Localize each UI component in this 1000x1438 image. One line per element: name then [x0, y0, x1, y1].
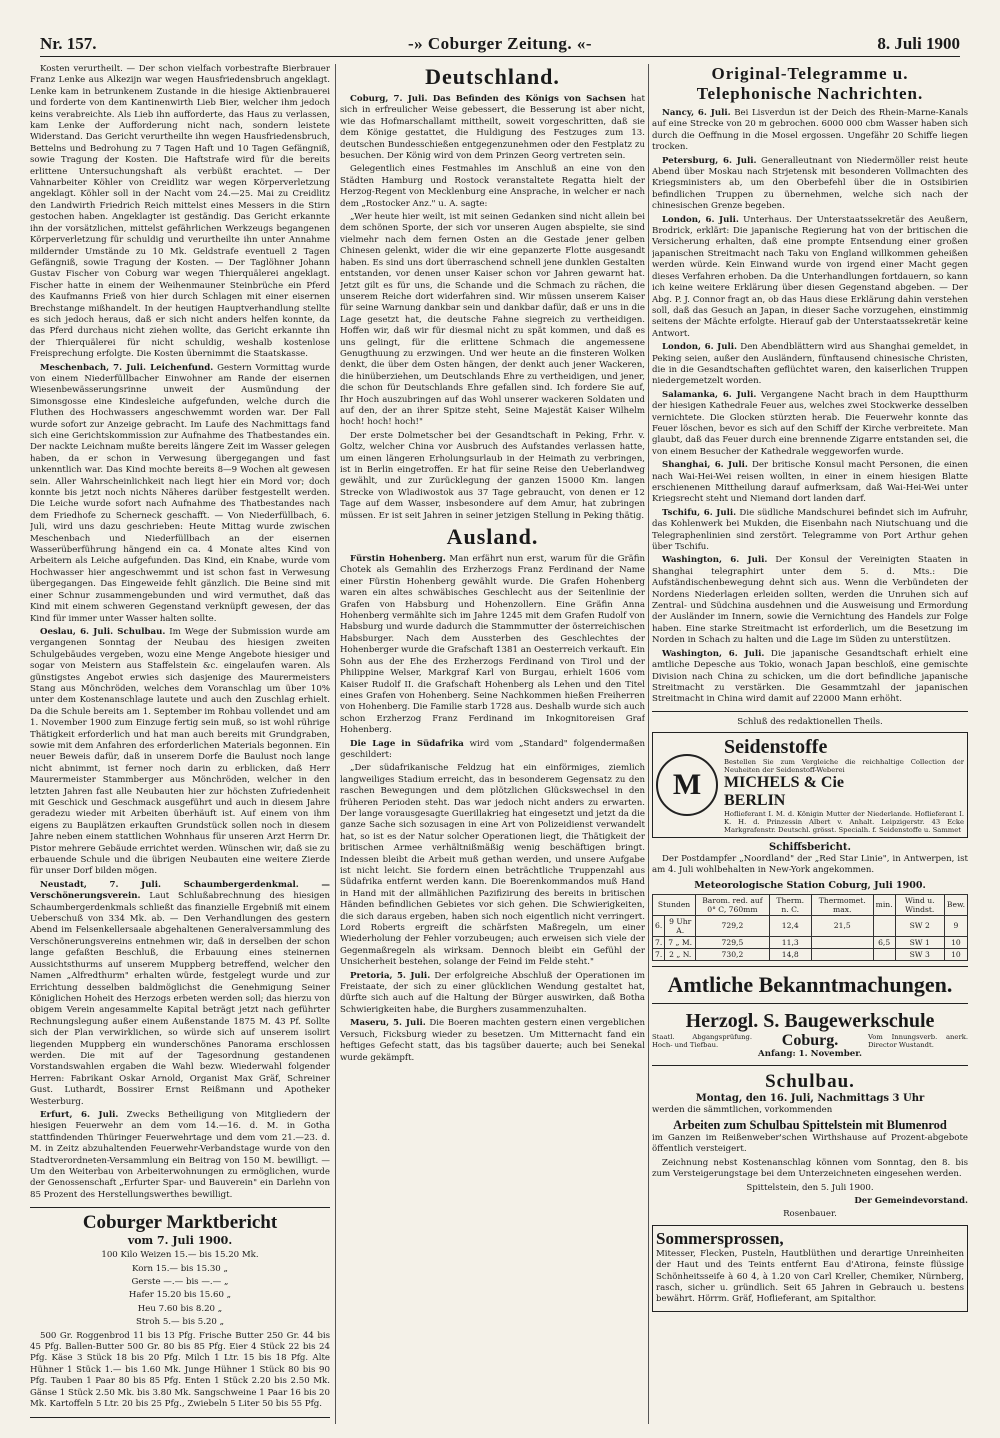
- telegram-heading: Washington, 6. Juli.: [662, 648, 765, 659]
- telegram-heading: London, 6. Juli.: [662, 214, 739, 225]
- market-row: Gerste —.— bis —.— „: [131, 1277, 229, 1288]
- telegram: [652, 108, 968, 154]
- article-heading: Pretoria, 5. Juli.: [350, 970, 431, 981]
- article-text: wird vom „Standard" folgendermaßen geschildert:: [340, 738, 645, 760]
- article-text: Man erfährt nun erst, warum für die Gräfin Chotek als Gemahlin des Erzherzogs Franz Ferdinand der Name einer Fürstin Hohenberg gewählt wurde. Die Grafen Hohenberg waren ein altes schwäbisches Geschlecht aus der Seitenlinie der Grafen von Habsburg und Hohenzollern. Eine Gräfin Anna Hohenberg vermählte sich im Jahre 1245 mit dem Grafen Rudolf von Habsburg und wurde dadurch die Stammmutter der österreichischen Habsburger. Nach dem Aussterben des Geschlechtes der Hohenberger wurde die Grafschaft 1381 an Oesterreich verkauft. Ein Sohn aus der Ehe des Erzherzogs Ferdinand von Tirol und der Philippine Welser, Markgraf Karl von Burgau, erhielt 1606 vom Kaiser Rudolf II. die Grafschaft Hohenberg als Lehen und den Titel eines Grafen von Hohenberg. Seine Nachkommen hießen Freiherren von Hohenberg. Die Familie starb 1728 aus. Deshalb wurde sich auch schon Erzherzog Franz Ferdinand im Inkognitoreisen Graf Hohenberg.: [340, 554, 645, 736]
- cell: SW 1: [895, 936, 944, 948]
- ad-body: [724, 736, 964, 834]
- issue-date: 8. Juli 1900: [877, 34, 960, 53]
- article-heading: Meschenbach, 7. Juli. Leichenfund.: [40, 362, 214, 373]
- telegram-text: Den Abendblättern wird aus Shanghai gemeldet, in Peking seien, außer den Ausländern, fünftausend chinesische Christen, die in die Gesandtschaften geflüchtet waren, den kaiserlichen Truppen niedergemetzelt worden.: [652, 342, 968, 387]
- telegram-text: Der Konsul der Vereinigten Staaten in Shanghai telegraphirt unter dem 5. d. Mts.: Die Aufständischenbewegung dehnt sich aus. Wenn die Verbündeten der Nordens Niederlagen erleiden sollten, werden die Unruhen sich auf Zentral- und Südchina ausdehnen und die Ausweisung und Ermordung der Ausländer im Innern, sowie die Vernichtung des Handels zur Folge haben. Eine starke Streitmacht ist erforderlich, um die Besetzung im Norden in Schach zu halten und die Lage im Süden zu unterstützen.: [652, 555, 968, 646]
- header-cell: Bew.: [944, 894, 967, 915]
- cell: 14,8: [769, 948, 811, 960]
- telegram: [652, 156, 968, 213]
- article-text: Gelegentlich eines Festmahles im Anschluß an eine von den Städten Hamburg und Rostock veranstaltete Regatta hielt der Herzog-Regent von Mecklenburg eine Ansprache, in welcher er nach dem „Rostocker Anz." u. A. sagte:: [340, 164, 645, 209]
- cell: [873, 915, 895, 936]
- telegram-text: Die japanische Gesandtschaft erhielt eine amtliche Depesche aus Tokio, wonach Japan beschloß, eine gemischte Division nach China zu schicken, um die dort befindliche japanische Streitmacht zu verstärken. Die Gesammtzahl der japanischen Streitmacht in China wird damit auf 22000 Mann erhöht.: [652, 648, 968, 705]
- article-heading: Erfurt, 6. Juli.: [40, 1109, 119, 1120]
- table-row: [653, 936, 968, 948]
- article-text: Der erfolgreiche Abschluß der Operationen im Freistaate, der sich zu einer glücklichen Wendung gestaltet hat, dürfte sich auch auf die Haltung der Bürger auswirken, daß Botha Schwierigkeiten habe, die Burghers zusammenzuhalten.: [340, 970, 645, 1015]
- article: [340, 971, 645, 1017]
- telegram: [652, 460, 968, 506]
- cell: 10: [944, 936, 967, 948]
- header-cell: Barom. red. auf 0° C, 760mm: [696, 894, 770, 915]
- ad-row: [652, 1033, 968, 1049]
- cell: 729,5: [696, 936, 770, 948]
- ad-title: Sommersprossen,: [656, 1228, 784, 1248]
- cell: 6,5: [873, 936, 895, 948]
- table-row: [653, 948, 968, 960]
- article-text: „Wer heute hier weilt, ist mit seinen Gedanken sind nicht allein bei dem schönen Sporte, der sich vor unseren Augen abspielte, sie sind vielmehr nach dem fernen Osten an die Gestade jener gelben Chinesen gelenkt, wider die wir eine gepanzerte Flotte ausgesandt haben. Es sind uns dort überraschend schnell jene dunklen Gestalten entstanden, vor denen unser Kaiser schon vor Jahren gewarnt hat. Jetzt gilt es für uns, die Schande und die Schmach zu rächen, die unserem Reiche dort widerfahren sind. Wir müssen unserem Kaiser für seine Warnung dankbar sein und dankbar dafür, daß er uns in die Lage gesetzt hat, die deutsche Fahne siegreich zu vertheidigen. Hoffen wir, daß wir für diesmal nicht zu spät kommen, und daß es uns gelingt, für die erlittene Schmach die angemessene Genugthuung zu erzwingen. Und wer heute an die finsteren Wolken denkt, die über dem Osten hängen, der denkt auch jener Wackeren, die hinüberziehen, um Deutschlands Ehre zu vertheidigen, und jener, die schon für Deutschlands Ehre gefallen sind. Ich fordere Sie auf, Ihr Hoch auszubringen auf das Wohl unserer wackeren Soldaten und auf den, der an ihrer Spitze steht, Seine Majestät Kaiser Wilhelm hoch! hoch! hoch!": [340, 212, 645, 428]
- ad-seidenstoffe: [652, 732, 968, 838]
- ad-brand: MICHELS & Cie: [724, 774, 844, 792]
- cell: 12,4: [769, 915, 811, 936]
- column-rule: [648, 64, 649, 1424]
- ad-lines: Hoflieferant I. M. d. Königin Mutter der Niederlande. Hoflieferant I. K. H. d. Prinzessin Albert v. Anhalt. Leipzigerstr. 43 Ecke Markgrafenstr. Deutschl. grösst. Specialh. f. Seidenstoffe u. Sammet: [724, 810, 964, 835]
- telegram: [652, 555, 968, 646]
- divider: [652, 1003, 968, 1004]
- ad-note: Bestellen Sie zum Vergleiche die reichhaltige Collection der Neuheiten der Seidenstoff-Weberei: [724, 758, 964, 775]
- ad-title: Seidenstoffe: [724, 736, 828, 759]
- article-heading: Oeslau, 6. Juli. Schulbau.: [40, 626, 166, 637]
- telegram-heading: Shanghai, 6. Juli.: [662, 460, 748, 471]
- cell: 21,5: [811, 915, 873, 936]
- article-text: Gestern Vormittag wurde von einem Niederfüllbacher Einwohner am Rande der eisernen Wiesenbewässerungsrinne unweit der Ausmündung der Simonsgosse eine Kindesleiche aufgefunden, welche durch die Fluthen des Hochwassers angeschwemmt worden war. Der Fall wurde sofort zur Anzeige gebracht. Im Laufe des Nachmittags fand sich eine Gerichtskommission zur Aufnahme des Thatbestandes ein. Der nackte Leichnam mußte bereits längere Zeit im Wasser gelegen haben, da er schon in Verwesung übergegangen und fast unkenntlich war. Das Kind mochte bereits 8—9 Wochen alt gewesen sein. Aller Wahrscheinlichkeit nach liegt hier ein Mord vor; doch konnte bis jetzt noch nichts Näheres darüber festgestellt werden. Die Leiche wurde sofort nach Aufnahme des Thatbestandes nach dem Friedhofe zu Scherneck geschafft. — Von Niederfüllbach, 6. Juli, wird uns dazu geschrieben: Heute Mittag wurde zwischen Meschenbach und Niederfüllbach an der eisernen Wasserüberführung hängend ein ca. 4 Monate altes Kind von Arbeitern als Leiche aufgefunden. Das Kind, ein Knabe, wurde vom Hochwasser hier angeschwemmt und ist schon fast in Verwesung übergegangen. Das Eingeweide fehlt gänzlich. Die Beine sind mit einer Schnur zusammengebunden und wird vermuthet, daß das Kind mit einem schweren Gegenstand verknüpft gewesen, der das Kind für immer unter Wasser halten sollte.: [30, 362, 330, 624]
- cell: 7.: [653, 948, 665, 960]
- ad-start: Anfang: 1. November.: [758, 1048, 862, 1059]
- section-heading: Ausland.: [446, 524, 539, 550]
- article: [30, 627, 330, 878]
- article-heading: Fürstin Hohenberg.: [350, 554, 446, 565]
- cell: [873, 948, 895, 960]
- market-row: Stroh 5.— bis 5.20 „: [135, 1317, 225, 1328]
- market-row: Hafer 15.20 bis 15.60 „: [128, 1290, 232, 1301]
- cell: 730,2: [696, 948, 770, 960]
- table-header: [653, 894, 968, 915]
- ad-baugewerkschule: [652, 1009, 968, 1060]
- article-text: hat sich in erfreulicher Weise gebessert, die Besserung ist aber nicht, wie das Hofmarschallamt mittheilt, soweit vorgeschritten, daß sie dem Könige gestattet, die Huldigung des Festzuges zum 13. deutschen Bundesschießen entgegenzunehmen oder den Festplatz zu besuchen. Der König wird von dem Prinzen Georg vertreten sein.: [340, 94, 645, 162]
- cell: [811, 948, 873, 960]
- telegram-heading: London, 6. Juli.: [662, 342, 737, 353]
- telegram: [652, 390, 968, 458]
- article-text: Der erste Dolmetscher bei der Gesandtschaft in Peking, Frhr. v. Goltz, welcher China vor Ausbruch des Aufstandes verlassen hatte, um einen längeren Erholungsurlaub in der Heimath zu verbringen, ist in Berlin eingetroffen. Er hat für seine Reise den Ueberlandweg gewählt, und zur Zurücklegung der ganzen 15000 Km. langen Strecke von Wladiwostok aus 37 Tage gebraucht, von denen er 12 Tage auf dem Wasser, insbesondere auf dem Amur, hat zubringen müssen. Er ist seit Jahren in seiner jetzigen Stellung in Peking thätig.: [340, 430, 645, 521]
- telegram: [652, 342, 968, 388]
- ad-left: Staatl. Abgangsprüfung. Hoch- und Tiefbau.: [652, 1032, 752, 1049]
- article-heading: Die Lage in Südafrika: [350, 738, 464, 749]
- cell: 9: [944, 915, 967, 936]
- ad-signature: Spittelstein, den 5. Juli 1900.: [746, 1182, 874, 1193]
- divider: [652, 711, 968, 712]
- ad-date: Montag, den 16. Juli, Nachmittags 3 Uhr: [695, 1093, 925, 1105]
- article-heading: Neustadt, 7. Juli. Schaumbergerdenkmal. — Verschönerungsverein.: [30, 879, 330, 902]
- end-note: Schluß des redaktionellen Theils.: [737, 716, 883, 727]
- telegram-text: Vergangene Nacht brach in dem Hauptthurm der hiesigen Kathedrale Feuer aus, welches zwei Stockwerke desselben vernichtete. Die Glocken stürzten herab. Die Feuerwehr konnte das Feuer löschen, bevor es sich auf den Schiff der Kirche verbreitete. Man glaubt, daß das Feuer durch eine brennende Zigarre entstanden sei, die von einem Besucher der Kathedrale weggeworfen wurde.: [652, 389, 968, 457]
- article: [340, 554, 645, 737]
- ad-title: Schulbau.: [765, 1071, 855, 1093]
- article: [30, 363, 330, 625]
- met-title: Meteorologische Station Coburg, Juli 1900.: [694, 880, 926, 892]
- official-notices-heading: Amtliche Bekanntmachungen.: [667, 971, 953, 997]
- telegram-text: Generalleutnant von Niedermöller reist heute Abend über Moskau nach Strjetensk mit besonderen Vollmachten des Kriegsministers ab, um den Oberbefehl über die in Ostsibirien befindlichen Truppen zu übernehmen, welche sich nach der chinesischen Grenze begeben.: [652, 155, 968, 212]
- divider: [652, 1065, 968, 1066]
- masthead: [40, 34, 960, 57]
- article-text: Kosten verurtheilt. — Der schon vielfach vorbestrafte Bierbrauer Franz Lenke aus Alkezijn war wegen Hausfriedensbruch angeklagt. Lenke kam in betrunkenem Zustande in die hiesige Aktienbrauerei und forderte von dem Kantinenwirth Lieb Bier, welcher ihm jedoch keins verabreichte. Als Lieb ihn aufforderte, das Haus zu verlassen, kam Lenke der Aufforderung nicht nach, sondern leistete Widerstand. Das Gericht verurtheilte ihn wegen Hausfriedensbruch, Bettelns und Bedrohung zu 7 Tagen Haft und 10 Tagen Gefängniß, sowie Tragung der Kosten. Die Haftstrafe wird für die bereits erlittene Untersuchungshaft als verbüßt erachtet. — Der Vahnarbeiter Köhler von Creidlitz war wegen Körperverletzung angeklagt. Köhler soll in der Nacht vom 24.—25. Mai zu Creidlitz den Landwirth Friedrich Reich mittelst eines Messers in die Stirn gestochen haben. Angeklagter ist geständig. Das Gericht erkannte ihn der vorsätzlichen, mittelst gefährlichen Werkzeugs begangenen Körperverletzung für schuldig und verurtheilte ihn unter Annahme mildernder Umstände zu 10 Mk. Geldstrafe eventuell 2 Tagen Gefängniß, sowie Tragung der Kosten. — Der Taglöhner Johann Gustav Fischer von Coburg war wegen Thierquälerei angeklagt. Fischer hatte in einem der Weihenmauner Steinbrüche ein Pferd des Kaufmanns Frieß von hier durch Schlagen mit einer eisernen Brechstange mißhandelt. In der heutigen Hauptverhandlung stellte es sich jedoch heraus, daß er sich nicht anders helfen konnte, da das Pferd durchaus nicht ziehen wollte, das Gericht erkannte ihn der Thierquälerei für nicht schuldig, weshalb kostenlose Freisprechung erfolgte. Die Kosten übernimmt die Staatskasse.: [30, 64, 330, 360]
- newspaper-title: -» Coburger Zeitung. «-: [407, 34, 592, 53]
- article: [340, 94, 645, 162]
- ad-text: Mitesser, Flecken, Pusteln, Hautblüthen und derartige Unreinheiten der Haut und des Teints entfernt Eau d'Atirona, feinste flüssige Schönheitsseife à 60 4, à 1.20 von Carl Kreller, Chemiker, Nürnberg, rasch, sicher u. gründlich. Seit 65 Jahren in Gebrauch u. bestens bewährt. Hörrm. Gräf, Hoflieferant, am Spitalthor.: [656, 1248, 964, 1305]
- telegram-text: Die südliche Mandschurei befindet sich im Aufruhr, das Kohlenwerk bei Mukden, die Eisenbahn nach Niutschuang und die Telegraphenlinien sind zerstört. Telegramme von Port Arthur gehen über Tschifu.: [652, 507, 968, 553]
- article-heading: Maseru, 5. Juli.: [350, 1018, 426, 1029]
- market-title: Coburger Marktbericht: [82, 1212, 278, 1234]
- article-heading: Coburg, 7. Juli. Das Befinden des Königs von Sachsen: [350, 94, 626, 104]
- weather-table: [652, 894, 968, 961]
- header-cell: Therm. n. C.: [769, 894, 811, 915]
- article-text: Im Wege der Submission wurde am vergangenen Sonntag der Neubau des hiesigen zweiten Schulgebäudes vergeben, wozu eine Menge Angebote hiesiger und sogar von Meistern aus Staffelstein &c. eingelaufen waren. Als günstigstes Angebot erwies sich dasjenige des Maurermeisters Stang aus Mönchröden, welches dem Voranschlag um über 10% unter dem Kostenanschlage lautete und auch den Zuschlag erhielt. Da die Schule bereits am 1. September im Rohbau vollendet und am 1. November 1900 zum Einzuge fertig sein muß, so ist wohl rührige Thätigkeit erforderlich und hat man auch bereits mit Grundgraben, sowie mit dem Anfahren des erforderlichen Materials begonnen. Ein neuer Beweis dafür, daß in unserem Dorfe die Baulust noch lange nicht abnimmt, ist ferner noch darin zu erblicken, daß Herr Maurermeister Stammberger aus Mönchröden, welcher in den letzten Jahren fast alle Neubauten hier zur höchsten Zufriedenheit mit Geschick und Geschmack ausgeführt und auch in diesem Jahre geradezu wieder mit Arbeiten überhäuft ist. Auf einem von ihm eigens zu Bauplätzen erkauften Grundstück sollen noch in diesem Jahre neben einem stattlichen Wohnhaus für unseren Arzt Herrn Dr. Pistor mehrere Gebäude errichtet werden. Wünschen wir, daß sie zu erbauende Schule und die übrigen Neubauten eine weitere Zierde für unser Dorf bilden mögen.: [30, 626, 330, 877]
- section-heading: Deutschland.: [425, 64, 560, 89]
- column-2: [340, 64, 645, 1424]
- ad-city: Coburg.: [781, 1032, 839, 1050]
- ad-right: Vom Innungsverb. anerk. Director Wustandt.: [867, 1032, 968, 1049]
- article-text: Laut Schlußabrechnung des hiesigen Schaumbergerdenkmals schließt das finanzielle Ergebniß mit einem Ueberschuß von 334 Mk. ab. — Den Verhandlungen des gestern Abend im Felsenkellersaale abgehaltenen Generalversammlung des Verschönerungsvereins entnehmen wir, daß in derselben der schon lange gefaßten Beschluß, die Erbauung eines steinernen Aussichtsthurms auf unserem Muppberg betreffend, welcher den Namen „Alfredthurm" erhalten würde, festgelegt wurde und zur Errichtung desselben baldmöglichst die Genehmigung Seiner Königlichen Hoheit des Herzogs erbeten werden soll; das hierzu von obigem Verein angesammelte Kapital beträgt jetzt nach geführter Rechnungslegung außer einem Außenstande 1875 M. 43 Pf. Sollte sich der Plan verwirklichen, so würde sich auf unserem isolirt liegenden Muppberg ein wunderschönes Panorama erschlossen werden. Die mit auf der Tagesordnung gestandenen Vorstandswahlen ergaben die Wahl bezw. Wiederwahl folgender Herren: Fabrikant Oskar Arnold, Organist Max Gräf, Schreiner Gust. Luthardt, Bossirer Ernst Reißmann und Apotheker Westerburg.: [30, 891, 330, 1107]
- emblem-logo: M: [656, 754, 718, 816]
- cell: 6.: [653, 915, 665, 936]
- ad-signature: Rosenbauer.: [783, 1209, 837, 1220]
- ad-big-line: Arbeiten zum Schulbau Spittelstein mit Blumenrod: [673, 1117, 947, 1132]
- section-heading: Original-Telegramme u. Telephonische Nachrichten.: [696, 64, 924, 103]
- article: [340, 739, 645, 762]
- cell: 11,3: [769, 936, 811, 948]
- ad-title: Herzogl. S. Baugewerkschule: [685, 1009, 935, 1032]
- ad-city: BERLIN: [724, 792, 786, 810]
- cell: [811, 936, 873, 948]
- ad-schulbau: [652, 1071, 968, 1221]
- market-report: [30, 1207, 330, 1417]
- cell: SW 3: [895, 948, 944, 960]
- telegram-text: Unterhaus. Der Unterstaatssekretär des Aeußern, Brodrick, erklärt: Die japanische Regierung hat von der britischen die Versicherung erhalten, daß eine prompte Entsendung einer großen japanischen Streitmacht nach Taku von England willkommen geheißen werden würde. Kein Einwand wurde von irgend einer Macht gegen dieses Verfahren erhoben. Da die Unterhandlungen fortdauern, so kann ich keine weitere Erklärung über diesen Gegenstand abgeben. — Der Abg. P. J. Connor fragt an, ob das Haus diese Erklärung dahin verstehen soll, daß das Gesuch an Japan, in dieser Sache vorzugehen, einstimmig seitens der Mächte erfolgte. Hierauf gab der Unterstaatssekretär keine Antwort.: [652, 214, 968, 339]
- cell: 729,2: [696, 915, 770, 936]
- ad-text: Zeichnung nebst Kostenanschlag können vom Sonntag, den 8. bis zum Versteigerungstage bei dem Unterzeichneten eingesehen werden.: [652, 1157, 968, 1180]
- header-cell: Wind u. Windst.: [895, 894, 944, 915]
- telegram-text: Der britische Konsul macht Personen, die einen nach Wai-Hei-Wei reisen wollten, in einer in einem hiesigen Blatte erschienenen Mittheilung darauf aufmerksam, daß Wai-Hei-Wei unter Kriegsrecht steht und Niemand dort landen darf.: [652, 460, 968, 505]
- article: [30, 880, 330, 1108]
- cell: 9 Uhr A.: [665, 915, 696, 936]
- ad-signature: Der Gemeindevorstand.: [854, 1196, 968, 1206]
- telegram-heading: Tschifu, 6. Juli.: [662, 507, 737, 518]
- article: [30, 1110, 330, 1201]
- cell: 2 „ N.: [665, 948, 696, 960]
- market-row: Korn 15.— bis 15.30 „: [132, 1263, 228, 1274]
- telegram: [652, 215, 968, 340]
- ship-heading: Schiffsbericht.: [768, 842, 852, 854]
- market-row: 500 Gr. Roggenbrod 11 bis 13 Pfg. Frische Butter 250 Gr. 44 bis 45 Pfg. Ballen-Butter 500 Gr. 80 bis 85 Pfg. Eier 4 Stück 22 bis 24 Pfg. Käse 3 Stück 18 bis 20 Pfg. Milch 1 Ltr. 15 bis 18 Pfg. Alte Hühner 1 Stück 1.— bis 1.60 Mk. Junge Hühner 1 Stück 80 bis 90 Pfg. Tauben 1 Paar 80 bis 85 Pfg. Enten 1 Stück 2.20 bis 2.50 Mk. Gänse 1 Stück 2.50 Mk. bis 3.80 Mk. Sangschweine 1 Paar 16 bis 20 Mk. Kartoffeln 5 Ltr. 20 bis 25 Pfg., Zwiebeln 5 Liter 50 bis 55 Pfg.: [30, 1330, 330, 1410]
- header-cell: min.: [873, 894, 895, 915]
- header-cell: Thermomet. max.: [811, 894, 873, 915]
- telegram: [652, 649, 968, 706]
- table-row: [653, 915, 968, 936]
- cell: 7 „ M.: [665, 936, 696, 948]
- ad-sommersprossen: [652, 1225, 968, 1312]
- ad-text: im Ganzen im Reißenweber'schen Wirthshause auf Prozent-abgebote öffentlich versteigert.: [652, 1132, 968, 1155]
- market-row: Heu 7.60 bis 8.20 „: [137, 1303, 223, 1314]
- ship-text: Der Postdampfer „Noordland" der „Red Star Linie", in Antwerpen, ist am 4. Juli wohlbehalten in New-York angekommen.: [652, 853, 968, 875]
- market-row: 100 Kilo Weizen 15.— bis 15.20 Mk.: [101, 1250, 259, 1261]
- telegram-text: Bei Lisverdun ist der Deich des Rhein-Marne-Kanals auf eine Strecke von 20 m gebrochen. 6000 000 cbm Wasser haben sich durch die Oeffnung in die Mosel ergossen. Ungefähr 20 Schiffe liegen trocken.: [652, 108, 968, 153]
- cell: 10: [944, 948, 967, 960]
- telegram-heading: Washington, 6. Juli.: [662, 555, 768, 566]
- header-cell: Stunden: [653, 894, 696, 915]
- issue-number: Nr. 157.: [40, 34, 97, 53]
- telegram: [652, 508, 968, 554]
- article-text: Die Boeren machten gestern einen vergeblichen Versuch, Ficksburg wieder zu besetzen. Um Mitternacht fand ein heftiges Gefecht statt, das bis tagsüber dauerte; auch bei Senekal wurde gekämpft.: [340, 1018, 645, 1063]
- column-3: [652, 64, 968, 1424]
- article: [340, 1018, 645, 1064]
- cell: 7.: [653, 936, 665, 948]
- cell: SW 2: [895, 915, 944, 936]
- article-text: „Der südafrikanische Feldzug hat ein einförmiges, ziemlich langweiliges Stadium erreicht, das in besonderem Gegensatz zu den raschen Bewegungen und dem plötzlichen Glückswechsel in den früheren Perioden steht. Das war jedoch nicht anders zu erwarten. Der lange vorausgesagte Guerillakrieg hat eingesetzt und jetzt da die ganze Sache sich sozusagen in eine Art von Polizeidienst verwandelt hat, so ist es der Natur solcher Operationen liegt, die Thätigkeit der britischen Armee verhältnißmäßig wenig beschäftigen bringt. Indessen bleibt die Arbeit muß gethan werden, und unsere Aufgabe ist nicht leicht. Sie fordern einen beträchtliche Truppenzahl aus Südafrika entfernt werden kann. Die Boerenkommandos muß Hand in Hand mit der allmählichen Pazifizirung des bereits in britischen Händen befindlichen Gebietes vor sich gehen. Die Schwierigkeiten, die sich daraus ergeben, haben sich noch eigentlich nicht verringert. Lord Roberts ergreift die schärfsten Maßregeln, um einer Wiederholung der Fehler vorzubeugen; auch erweisen sich viele der Gegenmaßregeln als wirksam. Dennoch bleibt ein Gefühl der Unsicherheit bestehen, solange der Feind im Felde steht.": [340, 763, 645, 968]
- column-rule: [335, 64, 336, 1424]
- column-1: [30, 64, 330, 1424]
- telegram-heading: Petersburg, 6. Juli.: [662, 155, 757, 166]
- telegram-heading: Nancy, 6. Juli.: [662, 108, 731, 118]
- market-subtitle: vom 7. Juli 1900.: [127, 1234, 233, 1248]
- ad-text: werden die sämmtlichen, vorkommenden: [652, 1104, 833, 1115]
- telegram-heading: Salamanka, 6. Juli.: [662, 389, 757, 400]
- article-text: Zwecks Betheiligung von Mitgliedern der hiesigen Feuerwehr an dem vom 14.—16. d. M. in Gotha stattfindenden Thüringer Feuerwehrtage und dem vom 21.—23. d. M. in Zeitz abzuhaltenden Feuerwehr-Verbandstage wurde von den Stadtverordneten-Versammlung ein Beitrag von 150 M. bewilligt. — Um den Weiterbau von Arbeiterwohnungen zu ermöglichen, wurde der Genossenschaft „Erfurter Spar- und Bauverein" ein Darlehn von 85 Prozent des Herstellungswerthes bewilligt.: [30, 1109, 330, 1200]
- divider: [652, 966, 968, 967]
